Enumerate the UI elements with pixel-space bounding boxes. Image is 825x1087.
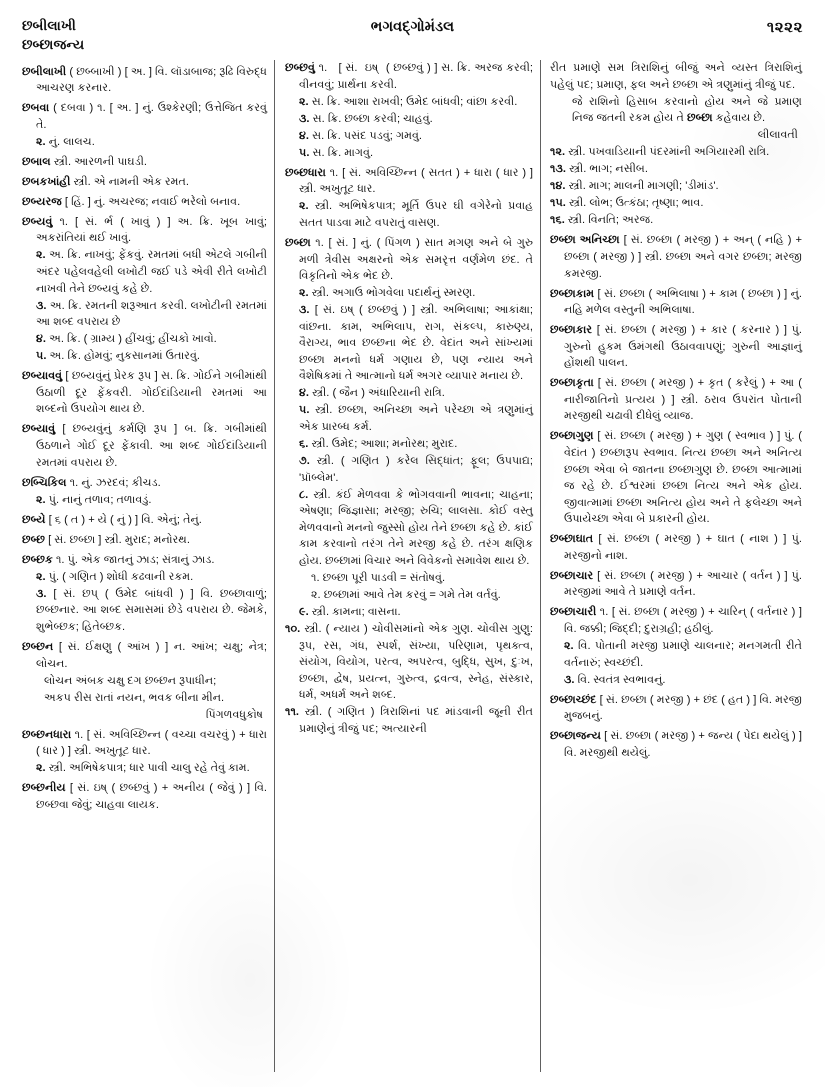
dictionary-entry-line: છબ્છવું ૧. [ સં. ઇષ્ ( છબ્છવું ) ] સ. ક્રિ. અરજ કરવી; વીનવવું; પ્રાર્થના કરવી. [285,62,533,91]
dictionary-entry-line: ૧૫. સ્ત્રી. લોભ; ઉત્કંઠા; તૃષ્ણા; ભાવ. [550,197,704,210]
dictionary-entry-line: છબ્યાવું [ છબ્યવુંનું કર્મણિ રૂપ ] બ. ક્રિ. ગબીમાંથી ઉઠળાને ગોઈ દૂર ફેંકાવી. આ શબ્દ ગોઈદાંડિયાની રમતમાં વપરાય છે. [22,423,267,469]
dictionary-entry-line: ૭. સ્ત્રી. ( ગણિત ) કરેલ સિદ્ધાંત; ફૂલ; ઉપપાદ્ય; 'પ્રૉબ્લેમ'. [299,455,533,484]
dictionary-entry-line: છબ્છક ૧. પું. એક જાતનું ઝાડ; સંત્રાનું ઝાડ. [22,553,215,566]
dictionary-entry-line: છબ્યાવવું [ છબ્યવુંનું પ્રેરક રૂપ ] સ. ક્રિ. ગોઈને ગબીમાંથી ઉઠાળી દૂર ફેંકવરી. ગોઈદાંડિયાની રમતમાં આ શબ્દનો ઉપયોગ થાય છે. [22,370,267,416]
dictionary-entry-line: ૩. [ સં. છપ્ ( ઉમેદ બાંધવી ) ] વિ. છબ્છાવાળું; છબ્છનાર. આ શબ્દ સમાસમાં છેડે વપરાય છે. જેમકે, શુભેબ્છક; હિતેબ્છક. [36,587,267,633]
dictionary-entry-line: છબ્યરજ [ હિં. ] નું. અચરજ; નવાઈ ભરેલો બનાવ. [22,195,241,208]
dictionary-entry-line: છબ્છધારા ૧. [ સં. અવિચ્છિન્ન ( સતત ) + ધારા ( ધાર ) ] સ્ત્રી. અખુતૂટ ધાર. [285,166,533,196]
dictionary-entry-line: પિંગળવધુકોષ [205,708,263,721]
dictionary-entry-line: છબ્છાકૃતા [ સં. છબ્છા ( મરજી ) + કૃત ( કરેલું ) + આ ( નારીજાતિનો પ્રત્યય ) ] સ્ત્રી. ઠરાવ ઉપરાંત પોતાની મરજીથી ચઢાવી દીધેલું વ્યાજ. [550,377,802,423]
page-number: ૧૨૨૨ [766,19,803,36]
dictionary-entry-line: ૪. સ્ત્રી. ( જૈન ) અંધારિયાની રાત્રિ. [299,387,445,400]
dictionary-entry-line: ૨. પું. નાનું તળાવ; તળાવડું. [36,493,152,506]
dictionary-entry-line: ૫. સ્ત્રી. છબ્છા, અનિચ્છા અને પરેચ્છા એ ત્રણુમાંનું એક પ્રારબ્ધ કર્મ. [299,404,533,433]
dictionary-entry-line: છબ્છાગુણ [ સં. છબ્છા ( મરજી ) + ગુણ ( સ્વભાવ ) ] પું. ( વેદાંત ) છબ્છારૂપ સ્વભાવ. નિત્ય છબ્છા અને અનિત્ય છબ્છા એવા બે જાતના છબ્છાગુણ છે. છબ્છા આત્મામાં જ રહે છે. ઈશ્વરમાં છબ્છા નિત્ય અને એક હોય. જીવાત્મામાં છબ્છા અનિત્ય હોય અને તે ફલેચ્છા અને ઉપાયેચ્છા એવા બે પ્રકારની હોય. [550,430,802,526]
dictionary-entry-line: ૧૦. સ્ત્રી. ( ન્યાય ) ચોવીસમાંનો એક ગુણ. ચોવીસ ગુણુ: રૂપ, રસ, ગંધ, સ્પર્શ, સંખ્યા, પરિણામ, પૃથક્ત્વ, સંયોગ, વિયોગ, પરત્વ, અપરત્વ, બુદ્ધિ, સુખ, દુઃખ, છબ્છા, દ્વેષ, પ્રયત્ન, ગુરુત્વ, દ્રવત્વ, સ્નેહ, સંસ્કાર, ધર્મ, અધર્મ અને શબ્દ. [285,623,533,702]
dictionary-entry-line: છબ્છા અનિચ્છા [ સં. છબ્છા ( મરજી ) + અન્ ( નહિ ) + છબ્છા ( મરજી ) ] સ્ત્રી. છબ્છા અને વગર છબ્છા; મરજી કમરજી. [550,234,802,280]
dictionary-entry-line: છબીલાખી ( છબ્બાખી ) [ અ. ] વિ. લૉડાબાજ; રૂઢિ વિરુદ્ધ આચરણ કરનાર. [22,65,267,95]
dictionary-entry-line: ૫. સ. ક્રિ. માગવું. [299,146,374,159]
dictionary-entry-line: ૨. સ્ત્રી. અગાઉ ભોગવેલા પદાર્થનું સ્મરણ. [299,287,476,300]
dictionary-entry-line: છબ્છાચ્છંદ [ સં. છબ્છા ( મરજી ) + છંદ ( હત ) ] વિ. મરજી મુજબનું. [550,693,802,723]
dictionary-entry-line: ૧૩. સ્ત્રી. ભાગ; નસીબ. [550,163,648,176]
dictionary-entry-line: ૯. સ્ત્રી. કામના; વાસના. [299,606,401,618]
dictionary-entry-line: લોચન અંબક ચક્ષુ દગ છબ્છન રૂપાધીન; [44,674,217,687]
dictionary-entry-line: ૬. સ્ત્રી. ઉમેદ; આશા; મનોરથ; મુરાદ. [299,438,458,451]
dictionary-entry-line: અકપ રીસ રાતાં નયન, ભવક બીના મીન. [44,691,225,704]
dictionary-entry-line: છબ્છાઘાત [ સં. છબ્છા ( મરજી ) + ઘાત ( નાશ ) ] પું. મરજીનો નાશ. [550,533,802,562]
dictionary-entry-line: ૨. છબ્છામાં આવે તેમ કરવું = ગમે તેમ વર્તવું. [311,588,501,601]
dictionary-entry-line: છબકખાંહી સ્ત્રી. એ નામની એક રમત. [22,175,190,188]
dictionary-entry-line: છબ્છનીય [ સં. ઇષ્ ( છબ્છવું ) + અનીય ( જેવું ) ] વિ. છબ્છવા જેવું; ચાહવા લાયક. [22,782,267,811]
column-3 [550,60,802,762]
dictionary-entry-line: છબ્છાચારી ૧. [ સં. છબ્છા ( મરજી ) + ચારિન્ ( વર્તનાર ) ] વિ. જક્કી; જિદ્દી; દુરાગ્રહી; હઠીલું. [550,606,802,635]
running-head-left [22,18,84,53]
dictionary-entry-line: ૫. અ. ક્રિ. હોમવું; નુકસાનમાં ઉતારવું. [36,350,200,363]
dictionary-entry-line: ૮. સ્ત્રી. કંઈ મેળવવા કે ભોગવવાની ભાવના; ચાહના; એષણા; જિજ્ઞાસા; મરજી; રુચિ; લાલસા. કોઈ વસ્તુ મેળવવાનો મનનો જુસ્સો હોય તેને છબ્છા કહે છે. કાંઈ કામ કરવાનો તરંગ તેને મરજી કહે છે. તરંગ ક્ષણિક હોય. છબ્છામાં વિચાર અને વિવેકનો સમાવેશ થાય છે. [299,488,533,567]
dictionary-entry-line: ૨. પું. ( ગણિત ) શોધી કઢવાની રકમ. [36,570,194,583]
column-1 [22,60,267,814]
dictionary-entry-line: છબવા ( દબવા ) ૧. [ અ. ] નું. ઉશ્કેરણી; ઉત્તેજિત કરવું તે. [22,102,267,131]
dictionary-entry-line: છબ્છાજન્ય [ સં. છબ્છા ( મરજી ) + જન્ય ( પેદા થયેલું ) ] વિ. મરજીથી થયેલું. [550,730,802,759]
dictionary-entry-line: ૨. અ. ક્રિ. નાખવું; ફેંકવું. રમતમાં બધી એટલે ગબીની અંદર પહેલવહેલી લખોટી જઈ પડે એવી રીતે લખોટી નાખવી તેને છબ્યવું કહે છે. [36,249,267,295]
running-head [22,18,803,64]
dictionary-entry-line: ૨. નું. લાલચ. [36,135,95,148]
dictionary-entry-line: ૧૪. સ્ત્રી. માગ; માલની માગણી; 'ડીમાંડ'. [550,180,719,193]
dictionary-entry-line: ૩. [ સં. ઇષ્ ( છબ્છવું ) ] સ્ત્રી. અભિલાષા; આકાંક્ષા; વાંછના. કામ, અભિલાપ, રાગ, સંકલ્પ, કારુણ્ય, વૈરાગ્ય, ભાવ છબ્છના ભેદ છે. વેદાંત અને સાંખ્યમાં છબ્છા મનનો ધર્મ ગણાય છે, પણ ન્યાય અને વૈશેષિકમાં તે આત્માનો ધર્મ અગર વ્યાપાર મનાય છે. [299,304,533,383]
dictionary-entry-line: છબ્છ [ સં. છબ્છા ] સ્ત્રી. મુરાદ; મનોરથ. [22,533,190,546]
dictionary-entry-line: ૩. વિ. સ્વતંત્ર સ્વભાવનું. [564,673,666,686]
text-body [22,60,809,1071]
dictionary-entry-line: છબ્છાચાર [ સં. છબ્છા ( મરજી ) + આચાર ( વર્તન ) ] પું. મરજીમાં આવે તે પ્રમાણે વર્તન. [550,569,802,599]
dictionary-entry-line: છબ્છનધારા ૧. [ સં. અવિચ્છિન્ન ( વચ્ચા વચરવું ) + ધારા ( ધાર ) ] સ્ત્રી. અખુતૂટ ધાર. [22,728,267,758]
dictionary-entry-line: છબ્યવું ૧. [ સં. ર્ભ ( ખાવું ) ] અ. ક્રિ. ખૂબ ખાવું; અકરાંતિયાં થઈ ખાવું. [22,215,267,245]
dictionary-entry-line: ૨. સ્ત્રી. અભિષેકપાત્ર; ધાર પાવી ચાલુ રહે તેવું કામ. [36,762,250,775]
dictionary-entry-line: ૧. છબ્છા પૂરી પાડવી = સંતોષવું. [311,571,446,584]
running-head-left-line1: છબીલાખી [22,18,77,33]
dictionary-entry-line: ૩. અ. ક્રિ. રમતની શરૂઆત કરવી. લખોટીની રમતમાં આ શબ્દ વપરાય છે [36,299,267,329]
column-2 [285,60,533,738]
dictionary-entry-line: છબ્છા ૧. [ સં. ] નું. ( પિંગળ ) સાત મગણ અને બે ગુરુ મળી ત્રેવીસ અક્ષરનો એક સમરૃત્ત વર્ણમેળ છંદ. તે વિકૃતિનો એક ભેદ છે. [285,236,533,283]
dictionary-entry-line: ૨. સ. ક્રિ. આશા રાખવી; ઉમેદ બાંધવી; વાંછા કરવી. [299,95,518,108]
dictionary-entry-line: ૨. વિ. પોતાની મરજી પ્રમાણે ચાલનાર; મનગમતી રીતે વર્તનારું; સ્વચ્છંદી. [564,640,802,669]
running-head-left-line2: છબ્છાજન્ય [22,37,85,52]
dictionary-entry-line: છબ્છાકાર [ સં. છબ્છા ( મરજી ) + કાર ( કરનાર ) ] પું. ગુરુનો હુકમ ઉમંગથી ઉઠાવવાપણું; ગુરુની આજ્ઞાનું હોંશથી પાલન. [550,324,802,370]
dictionary-entry-line: છબ્છન [ સં. ઈક્ષણુ ( આંખ ) ] ન. આંખ; ચક્ષુ; નેત્ર; લોચન. [22,641,267,670]
book-title: ભગવદ્ગોમંડલ [370,19,455,35]
dictionary-entry-line: છબાલ સ્ત્રી. આરળની પાઘડી. [22,155,147,168]
dictionary-entry-line: રીત પ્રમાણે સમ ત્રિરાશિનું બીજું અને વ્યસ્ત ત્રિરાશિનું પહેલું પદ; પ્રમાણ, ફલ અને છબ્છા એ ત્રણુમાંનું ત્રીજું પદ. [550,62,802,91]
dictionary-entry-line: લીલાવતી [757,129,798,142]
dictionary-entry-line: ૨. સ્ત્રી. અભિષેકપાત્ર; મૂર્તિ ઉપર ઘી વગેરેનો પ્રવાહ સતત પાડવા માટે વપરાતું વાસણ. [299,200,533,229]
dictionary-entry-line: ૪. સ. ક્રિ. પસંદ પડવું; ગમવું. [299,129,422,142]
dictionary-entry-line: ૧૧. સ્ત્રી. ( ગણિત ) ત્રિરાશિનાં પદ માંડવાની જૂની રીત પ્રમાણેનું ત્રીજું પદ; અત્યારની [285,706,533,735]
dictionary-entry-line: છબ્યે [ ૬ ( ત ) + યે ( નું ) ] વિ. એનું; તેનું. [22,513,202,526]
dictionary-entry-line: છબ્ચિકિલ ૧. નું. ઝરદવં; કીચડ. [22,476,161,489]
dictionary-entry-line: ૪. અ. ક્રિ. ( ગ્રામ્ય ) હીંચવું; હીંચકો ખાવો. [36,333,217,346]
dictionary-entry-line: ૧૨. સ્ત્રી. પખવાડિયાની પંદરમાંની અગિયારમી રાત્રિ. [550,146,770,159]
dictionary-entry-line: ૧૬. સ્ત્રી. વિનતિ; અરજ. [550,214,654,227]
dictionary-entry-line: ૩. સ. ક્રિ. છબ્છા કરવી; ચાહવું. [299,112,433,125]
dictionary-entry-line: જે રાશિનો હિસાબ કરવાનો હોય અને જે પ્રમાણ નિજ જતની રકમ હોય તે છબ્છા કહેવાય છે. [572,95,802,125]
dictionary-entry-line: છબ્છાકામ [ સં. છબ્છા ( અભિલાષા ) + કામ ( છબ્છા ) ] નું. નહિ મળેલ વસ્તુની અભિલાષા. [550,287,802,317]
